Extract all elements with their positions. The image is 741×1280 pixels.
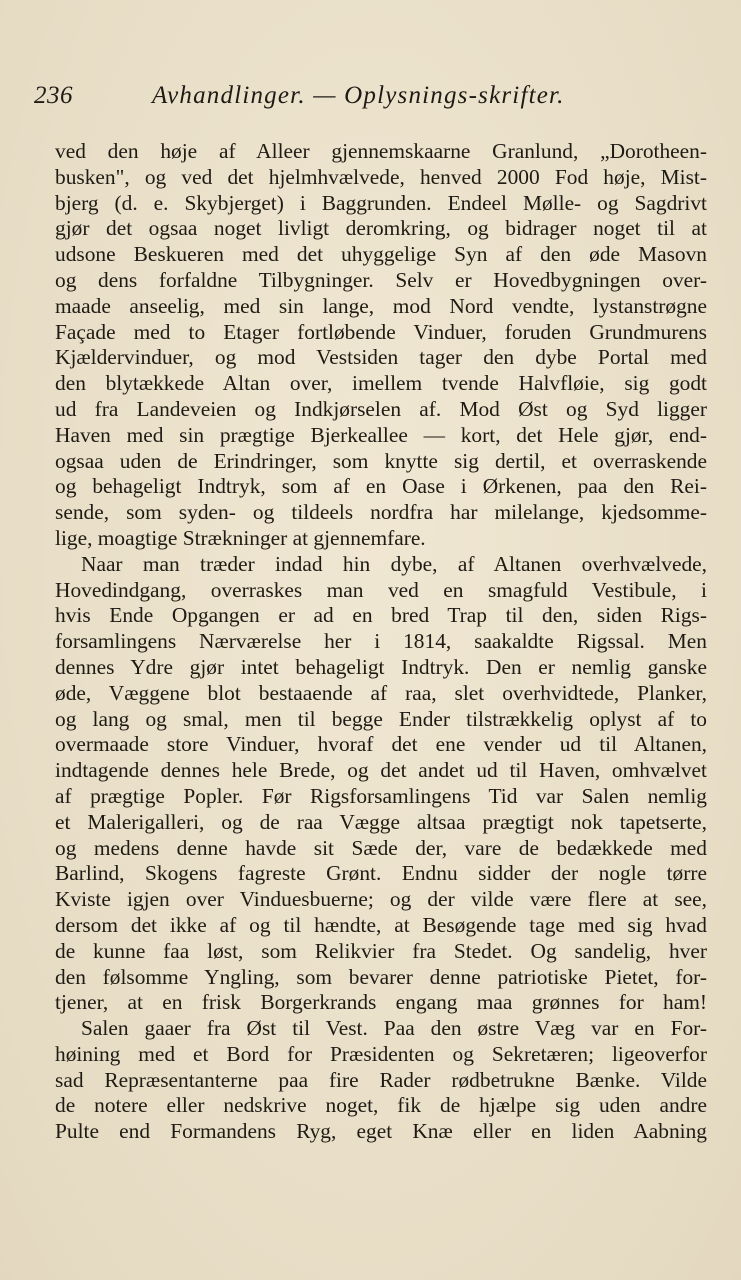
running-head <box>34 78 674 114</box>
text-line: høining med et Bord for Præsidenten og Sekretæren; ligeoverfor <box>55 1041 707 1066</box>
text-line: Hovedindgang, overraskes man ved en smagfuld Vestibule, i <box>55 577 707 602</box>
text-line: ved den høje af Alleer gjennemskaarne Granlund, „Dorotheen- <box>55 139 707 163</box>
text-line: og behageligt Indtryk, som af en Oase i Ørkenen, paa den Rei- <box>55 474 707 499</box>
text-line: Pulte end Formandens Ryg, eget Knæ eller en liden Aabning <box>55 1119 707 1144</box>
text-line: Kviste igjen over Vinduesbuerne; og der vilde være flere at see, <box>55 887 707 912</box>
text-line: den følsomme Yngling, som bevarer denne patriotiske Pietet, for- <box>55 964 707 989</box>
text-line: øde, Væggene blot bestaaende af raa, slet overhvidtede, Planker, <box>55 680 707 705</box>
text-line: hvis Ende Opgangen er ad en bred Trap til den, siden Rigs- <box>55 603 707 628</box>
text-line: dennes Ydre gjør intet behageligt Indtryk. Den er nemlig ganske <box>55 654 707 679</box>
page-number: 236 <box>34 82 73 109</box>
text-line: et Malerigalleri, og de raa Vægge altsaa prægtigt nok tapetserte, <box>55 809 707 834</box>
text-line: Façade med to Etager fortløbende Vinduer, foruden Grundmurens <box>55 319 707 344</box>
text-line: gjør det ogsaa noget livligt deromkring, og bidrager noget til at <box>55 216 707 241</box>
text-line: Haven med sin prægtige Bjerkeallee — kort, det Hele gjør, end- <box>55 422 707 447</box>
text-line: Kjældervinduer, og mod Vestsiden tager den dybe Portal med <box>55 345 707 370</box>
text-line: busken", og ved det hjelmhvælvede, henved 2000 Fod høje, Mist- <box>55 164 707 189</box>
text-line: af prægtige Popler. Før Rigsforsamlingens Tid var Salen nemlig <box>55 783 707 808</box>
text-line: ud fra Landeveien og Indkjørselen af. Mod Øst og Syd ligger <box>55 396 707 421</box>
text-line: sende, som syden- og tildeels nordfra har milelange, kjedsomme- <box>55 500 707 525</box>
text-line: ogsaa uden de Erindringer, som knytte sig dertil, et overraskende <box>55 448 707 473</box>
text-line: og medens denne havde sit Sæde der, vare de bedækkede med <box>55 835 707 860</box>
text-line: sad Repræsentanterne paa fire Rader rødbetrukne Bænke. Vilde <box>55 1067 707 1092</box>
text-line: de kunne faa løst, som Relikvier fra Stedet. Og sandelig, hver <box>55 938 707 963</box>
text-line: overmaade store Vinduer, hvoraf det ene vender ud til Altanen, <box>55 732 707 757</box>
text-line: og lang og smal, men til begge Ender tilstrækkelig oplyst af to <box>55 706 707 731</box>
text-line: dersom det ikke af og til hændte, at Besøgende tage med sig hvad <box>55 912 707 937</box>
text-line: Barlind, Skogens fagreste Grønt. Endnu sidder der nogle tørre <box>55 861 707 886</box>
text-line: og dens forfaldne Tilbygninger. Selv er Hovedbygningen over- <box>55 267 707 292</box>
text-line: forsamlingens Nærværelse her i 1814, saakaldte Rigssal. Men <box>55 629 707 654</box>
text-line: indtagende dennes hele Brede, og det andet ud til Haven, omhvælvet <box>55 758 707 783</box>
text-line: bjerg (d. e. Skybjerget) i Baggrunden. Endeel Mølle- og Sagdrivt <box>55 190 707 215</box>
text-line: de notere eller nedskrive noget, fik de hjælpe sig uden andre <box>55 1093 707 1118</box>
text-line: tjener, at en frisk Borgerkrands engang maa grønnes for ham! <box>55 990 707 1015</box>
text-line: udsone Beskueren med det uhyggelige Syn af den øde Masovn <box>55 242 707 267</box>
body-text <box>55 139 707 1145</box>
text-line: Salen gaaer fra Øst til Vest. Paa den østre Væg var en For- <box>81 1016 707 1041</box>
text-line: maade anseelig, med sin lange, mod Nord vendte, lystanstrøgne <box>55 293 707 318</box>
text-line: lige, moagtige Strækninger at gjennemfare. <box>55 525 426 550</box>
running-head-title: Avhandlinger. — Oplysnings-skrifter. <box>152 82 565 109</box>
text-line: Naar man træder indad hin dybe, af Altanen overhvælvede, <box>81 551 707 576</box>
text-line: den blytækkede Altan over, imellem tvende Halvfløie, sig godt <box>55 371 707 396</box>
